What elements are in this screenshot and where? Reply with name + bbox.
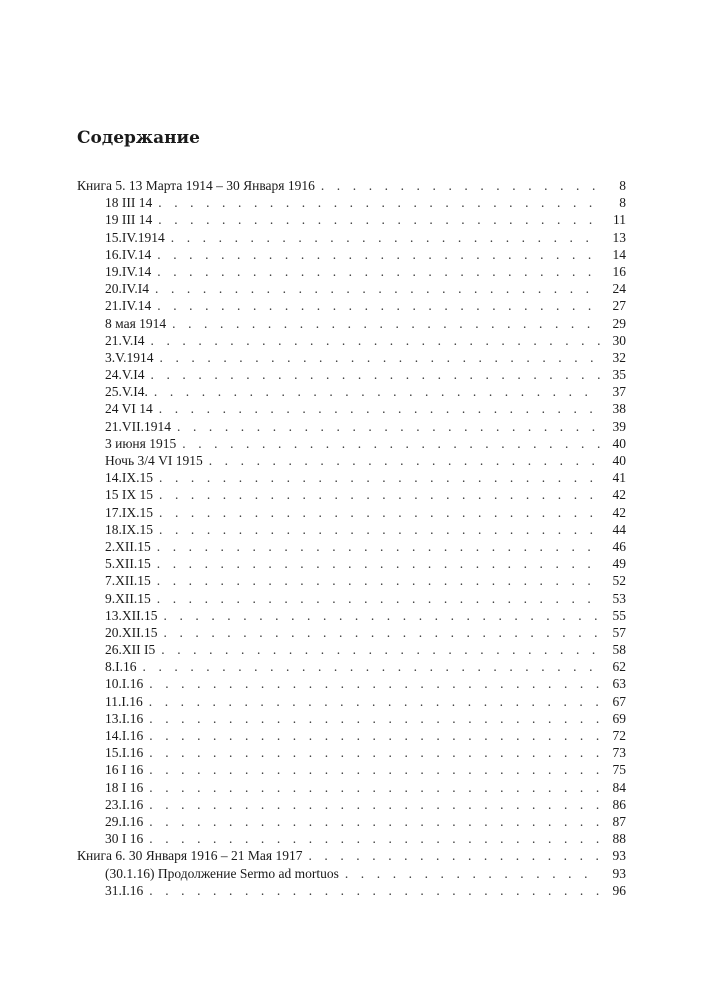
toc-entry-label: 30 I 16	[105, 831, 144, 847]
toc-entry[interactable]	[77, 813, 626, 830]
dot-leader	[209, 452, 600, 469]
toc-page-number: 93	[612, 865, 626, 881]
dot-leader	[151, 332, 600, 349]
toc-entry-label: 20.IV.I4	[105, 281, 150, 297]
dot-leader	[177, 418, 600, 435]
toc-page-number: 86	[612, 796, 626, 812]
toc-page-number: 63	[612, 676, 626, 692]
toc-page-number: 72	[612, 728, 626, 743]
page-title: Содержание	[77, 128, 200, 148]
toc-page-number: 38	[612, 401, 626, 417]
toc-entry[interactable]	[77, 607, 626, 624]
toc-page-number: 29	[612, 315, 626, 331]
toc-entry[interactable]	[77, 521, 626, 538]
dot-leader	[154, 383, 600, 400]
toc-entry[interactable]	[77, 641, 626, 658]
toc-page-number: 96	[612, 882, 626, 898]
toc-entry-label: 14.I.16	[105, 728, 144, 743]
toc-entry[interactable]	[77, 744, 626, 761]
toc-page-number: 93	[612, 848, 626, 864]
toc-entry-label: 3 июня 1915	[105, 435, 177, 451]
toc-entry-label: 18 III 14	[105, 195, 153, 211]
toc-entry-label: 17.IX.15	[105, 504, 153, 520]
toc-entry-label: 15.I.16	[105, 745, 144, 761]
dot-leader	[149, 779, 600, 796]
toc-entry-label: 15 IX 15	[105, 487, 153, 503]
toc-entry-label: 29.I.16	[105, 813, 144, 829]
toc-page-number: 39	[612, 418, 626, 434]
toc-page-number: 69	[612, 710, 626, 726]
dot-leader	[155, 280, 600, 297]
toc-section-entry[interactable]	[77, 847, 626, 864]
toc-entry-label: 21.VII.1914	[105, 418, 171, 434]
toc-entry-label: 16.IV.14	[105, 246, 152, 262]
dot-leader	[172, 315, 600, 332]
dot-leader	[157, 572, 600, 589]
dot-leader	[345, 865, 600, 882]
toc-page-number: 57	[612, 624, 626, 640]
toc-entry-label: Книга 5. 13 Марта 1914 – 30 Января 1916	[77, 178, 315, 193]
toc-entry-label: 19.IV.14	[105, 263, 152, 279]
dot-leader	[157, 590, 600, 607]
toc-page-number: 40	[612, 453, 626, 468]
dot-leader	[149, 727, 600, 744]
toc-page-number: 44	[612, 521, 626, 537]
toc-entry[interactable]	[77, 538, 626, 555]
toc-entry[interactable]	[77, 418, 626, 435]
toc-entry[interactable]	[77, 435, 626, 452]
toc-page-number: 8	[619, 178, 626, 193]
dot-leader	[157, 297, 600, 314]
toc-entry-label: 16 I 16	[105, 762, 144, 778]
dot-leader	[159, 469, 600, 486]
toc-entry-label: 9.XII.15	[105, 590, 151, 606]
toc-entry-label: 11.I.16	[105, 693, 143, 709]
toc-entry-label: (30.1.16) Продолжение Sermo ad mortuos	[105, 865, 339, 881]
toc-entry-label: 15.IV.1914	[105, 229, 165, 245]
dot-leader	[159, 521, 600, 538]
dot-leader	[158, 211, 600, 228]
toc-entry-label: 7.XII.15	[105, 573, 151, 589]
toc-entry-label: 21.IV.14	[105, 298, 152, 314]
toc-entry[interactable]	[77, 366, 626, 383]
toc-entry[interactable]	[77, 882, 626, 899]
toc-entry[interactable]	[77, 263, 626, 280]
toc-page-number: 40	[612, 435, 626, 451]
toc-entry-label: 26.XII I5	[105, 642, 156, 658]
toc-page-number: 73	[612, 745, 626, 761]
toc-entry-label: 24 VI 14	[105, 401, 153, 417]
toc-entry[interactable]	[77, 383, 626, 400]
toc-entry[interactable]	[77, 229, 626, 246]
toc-page-number: 88	[612, 831, 626, 847]
toc-page-number: 16	[612, 263, 626, 279]
toc-page-number: 62	[612, 659, 626, 675]
toc-page-number: 32	[612, 349, 626, 365]
dot-leader	[158, 194, 600, 211]
dot-leader	[157, 538, 600, 555]
dot-leader	[308, 847, 600, 864]
toc-entry-label: 19 III 14	[105, 212, 153, 228]
dot-leader	[157, 246, 600, 263]
toc-entry[interactable]	[77, 504, 626, 521]
toc-entry-label: 31.I.16	[105, 882, 144, 898]
dot-leader	[149, 830, 600, 847]
toc-entry-label: 13.XII.15	[105, 607, 158, 623]
toc-entry[interactable]	[77, 693, 626, 710]
toc-entry-label: 24.V.I4	[105, 367, 145, 383]
dot-leader	[182, 435, 600, 452]
toc-page-number: 8	[619, 195, 626, 211]
toc-entry[interactable]	[77, 779, 626, 796]
toc-page-number: 75	[612, 762, 626, 778]
toc-entry-label: 13.I.16	[105, 710, 144, 726]
dot-leader	[143, 658, 601, 675]
toc-page-number: 53	[612, 590, 626, 606]
dot-leader	[151, 366, 600, 383]
toc-page-number: 37	[612, 384, 626, 400]
toc-entry[interactable]	[77, 865, 626, 882]
toc-entry-label: 18 I 16	[105, 779, 144, 795]
toc-entry-label: 5.XII.15	[105, 556, 151, 572]
toc-entry[interactable]	[77, 761, 626, 778]
toc-entry-label: 25.V.I4.	[105, 384, 148, 400]
toc-entry-label: 8.I.16	[105, 659, 137, 675]
toc-entry[interactable]	[77, 211, 626, 228]
dot-leader	[159, 486, 600, 503]
toc-page-number: 41	[612, 470, 626, 486]
toc-entry[interactable]	[77, 675, 626, 692]
toc-page-number: 24	[612, 281, 626, 297]
toc-entry[interactable]	[77, 469, 626, 486]
toc-entry[interactable]	[77, 332, 626, 349]
toc-page-number: 30	[612, 332, 626, 348]
toc-page-number: 52	[612, 573, 626, 589]
toc-entry-label: 20.XII.15	[105, 624, 158, 640]
toc-page-number: 14	[612, 246, 626, 262]
toc-page-number: 84	[612, 779, 626, 795]
toc-entry-label: 3.V.1914	[105, 349, 154, 365]
dot-leader	[149, 882, 600, 899]
toc-page-number: 27	[612, 298, 626, 314]
toc-entry[interactable]	[77, 452, 626, 469]
toc-page-number: 46	[612, 538, 626, 554]
dot-leader	[160, 349, 600, 366]
toc-entry[interactable]	[77, 710, 626, 727]
dot-leader	[149, 744, 600, 761]
dot-leader	[149, 813, 600, 830]
toc-entry[interactable]	[77, 246, 626, 263]
dot-leader	[321, 177, 600, 194]
dot-leader	[149, 693, 600, 710]
dot-leader	[149, 761, 600, 778]
toc-entry-label: 14.IX.15	[105, 470, 153, 486]
toc-entry-label: Книга 6. 30 Января 1916 – 21 Мая 1917	[77, 848, 303, 864]
toc-page-number: 49	[612, 556, 626, 572]
dot-leader	[149, 675, 600, 692]
toc-entry[interactable]	[77, 658, 626, 675]
toc-entry-label: 21.V.I4	[105, 332, 145, 348]
toc-entry[interactable]	[77, 486, 626, 503]
dot-leader	[149, 710, 600, 727]
table-of-contents	[77, 177, 626, 899]
toc-entry[interactable]	[77, 727, 626, 744]
toc-entry[interactable]	[77, 194, 626, 211]
toc-entry[interactable]	[77, 555, 626, 572]
toc-section-entry[interactable]	[77, 177, 626, 194]
dot-leader	[159, 504, 600, 521]
toc-entry[interactable]	[77, 624, 626, 641]
toc-page-number: 11	[613, 212, 626, 228]
toc-entry-label: 23.I.16	[105, 796, 144, 812]
dot-leader	[164, 607, 601, 624]
dot-leader	[149, 796, 600, 813]
toc-page-number: 55	[612, 607, 626, 623]
toc-entry-label: Ночь 3/4 VI 1915	[105, 453, 203, 468]
toc-entry[interactable]	[77, 315, 626, 332]
toc-entry[interactable]	[77, 297, 626, 314]
toc-page-number: 42	[612, 487, 626, 503]
toc-entry[interactable]	[77, 572, 626, 589]
toc-entry-label: 2.XII.15	[105, 538, 151, 554]
toc-page-number: 87	[612, 813, 626, 829]
toc-entry-label: 10.I.16	[105, 676, 144, 692]
dot-leader	[157, 555, 600, 572]
toc-page-number: 35	[612, 367, 626, 383]
toc-entry[interactable]	[77, 830, 626, 847]
dot-leader	[171, 229, 600, 246]
toc-entry[interactable]	[77, 796, 626, 813]
toc-entry[interactable]	[77, 280, 626, 297]
toc-entry[interactable]	[77, 349, 626, 366]
dot-leader	[159, 400, 600, 417]
toc-page-number: 58	[612, 642, 626, 658]
toc-entry-label: 18.IX.15	[105, 521, 153, 537]
toc-entry-label: 8 мая 1914	[105, 315, 167, 331]
toc-entry[interactable]	[77, 400, 626, 417]
dot-leader	[161, 641, 600, 658]
toc-page-number: 13	[612, 229, 626, 245]
dot-leader	[157, 263, 600, 280]
toc-page-number: 67	[612, 693, 626, 709]
toc-entry[interactable]	[77, 590, 626, 607]
dot-leader	[164, 624, 601, 641]
toc-page-number: 42	[612, 504, 626, 520]
